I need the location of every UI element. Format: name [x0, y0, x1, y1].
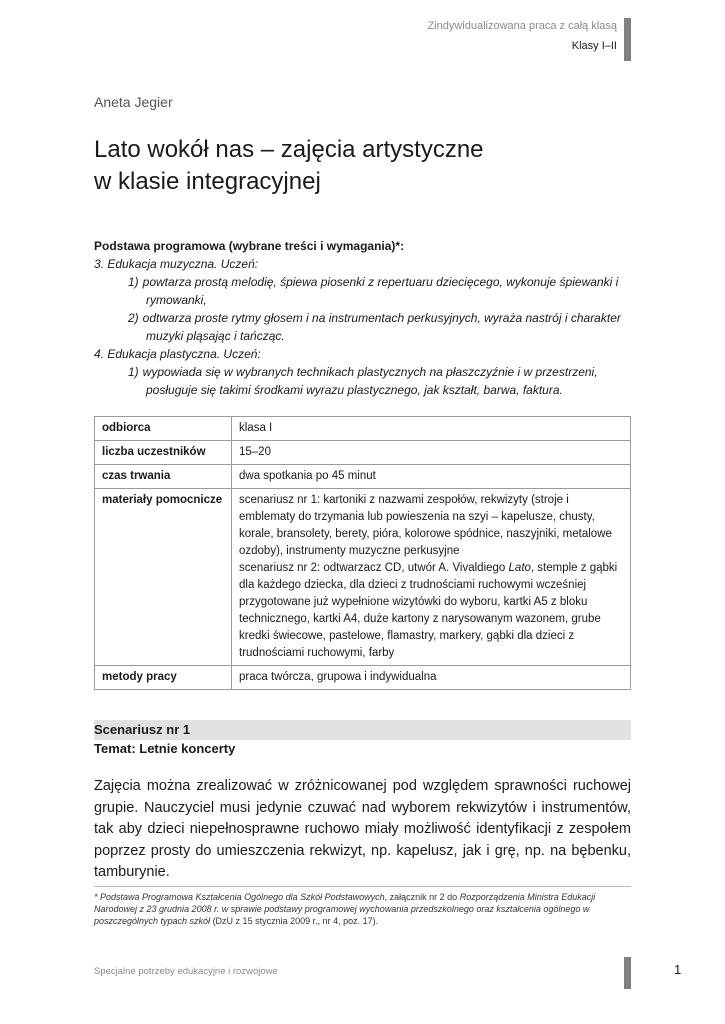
table-row	[95, 441, 631, 465]
author: Aneta Jegier	[94, 94, 173, 110]
footnote-divider	[94, 886, 631, 887]
title-line-1: Lato wokół nas – zajęcia artystyczne	[94, 136, 484, 163]
curriculum-item: 2) odtwarza proste rytmy głosem i na instrumentach perkusyjnych, wyraża nastrój i charakter muzyki pląsając i tańcząc.	[128, 311, 621, 343]
page-title	[94, 134, 654, 198]
table-key: czas trwania	[95, 465, 232, 489]
curriculum-item: 1) powtarza prostą melodię, śpiewa piosenki z repertuaru dziecięcego, wykonuje śpiewanki i rymowanki,	[128, 275, 619, 307]
curriculum-item: 1) wypowiada się w wybranych technikach plastycznych na płaszczyźnie i w przestrzeni, posługuje się takimi środkami wyrazu plastycznego, jak kształt, barwa, faktura.	[128, 365, 598, 397]
scenario-label: Scenariusz nr 1	[94, 722, 191, 737]
table-row	[95, 417, 631, 441]
title-line-2: w klasie integracyjnej	[94, 168, 321, 195]
curriculum-heading: Podstawa programowa (wybrane treści i wymagania)*:	[94, 239, 405, 253]
curriculum-section-music: 3. Edukacja muzyczna. Uczeń:	[94, 257, 259, 271]
header-series: Zindywidualizowana praca z całą klasą	[427, 20, 617, 32]
page-number: 1	[674, 962, 682, 977]
table-row	[95, 465, 631, 489]
table-row	[95, 666, 631, 690]
table-value: 15–20	[232, 441, 631, 465]
footer-text: Specjalne potrzeby edukacyjne i rozwojowe	[94, 966, 278, 977]
footnote: * Podstawa Programowa Kształcenia Ogólnego dla Szkół Podstawowych, załącznik nr 2 do Rozporządzenia Ministra Edukacji Narodowej z 23 grudnia 2008 r. w sprawie podstawy programowej wychowania przedszkolnego oraz kształcenia ogólnego w poszczególnych typach szkół (DzU z 15 stycznia 2009 r., nr 4, poz. 17).	[94, 892, 596, 926]
table-value: klasa I	[232, 417, 631, 441]
scenario-paragraph: Zajęcia można zrealizować w zróżnicowanej pod względem sprawności ruchowej grupie. Nauczyciel musi jedynie czuwać nad wyborem rekwizytów i instrumentów, tak aby dzieci niepełnosprawne ruchowo miały możliwość identyfikacji z zespołem poprzez prosty do umieszczenia rekwizyt, np. kapelusz, jak i grę, np. na bębenku, tamburynie.	[94, 778, 631, 880]
materials-scenario-1: scenariusz nr 1: kartoniki z nazwami zespołów, rekwizyty (stroje i emblematy do trzymania lub powieszenia na szyi – kapelusze, chusty, korale, bransolety, berety, pióra, kolorowe spódnice, naszyjniki, metalowe ozdoby), instrumenty muzyczne perkusyjne	[239, 494, 612, 557]
table-value: praca twórcza, grupowa i indywidualna	[232, 666, 631, 690]
scenario-topic: Temat: Letnie koncerty	[94, 741, 236, 756]
header-bar	[624, 18, 631, 61]
table-value	[232, 489, 631, 666]
table-value: dwa spotkania po 45 minut	[232, 465, 631, 489]
table-key: materiały pomocnicze	[95, 489, 232, 666]
info-table	[94, 416, 631, 690]
curriculum-art-items	[94, 363, 634, 399]
curriculum-block	[94, 237, 634, 399]
table-key: liczba uczestników	[95, 441, 232, 465]
work-title: Lato	[508, 562, 531, 574]
footer-bar	[624, 957, 631, 989]
table-key: odbiorca	[95, 417, 232, 441]
materials-scenario-2: scenariusz nr 2: odtwarzacz CD, utwór A. Vivaldiego Lato, stemple z gąbki dla każdego dziecka, dla dzieci z trudnościami ruchowymi wcześniej przygotowane już wypełnione wizytówki do wyboru, kartki A5 z bloku technicznego, kartki A4, duże kartony z narysowanym wazonem, grube kredki świecowe, pastelowe, flamastry, markery, gąbki dla dzieci z trudnościami ruchowymi, farby	[239, 562, 618, 659]
table-row	[95, 489, 631, 666]
header-class-level: Klasy I–II	[571, 40, 617, 52]
table-key: metody pracy	[95, 666, 232, 690]
curriculum-section-art: 4. Edukacja plastyczna. Uczeń:	[94, 347, 261, 361]
curriculum-music-items	[94, 273, 634, 345]
